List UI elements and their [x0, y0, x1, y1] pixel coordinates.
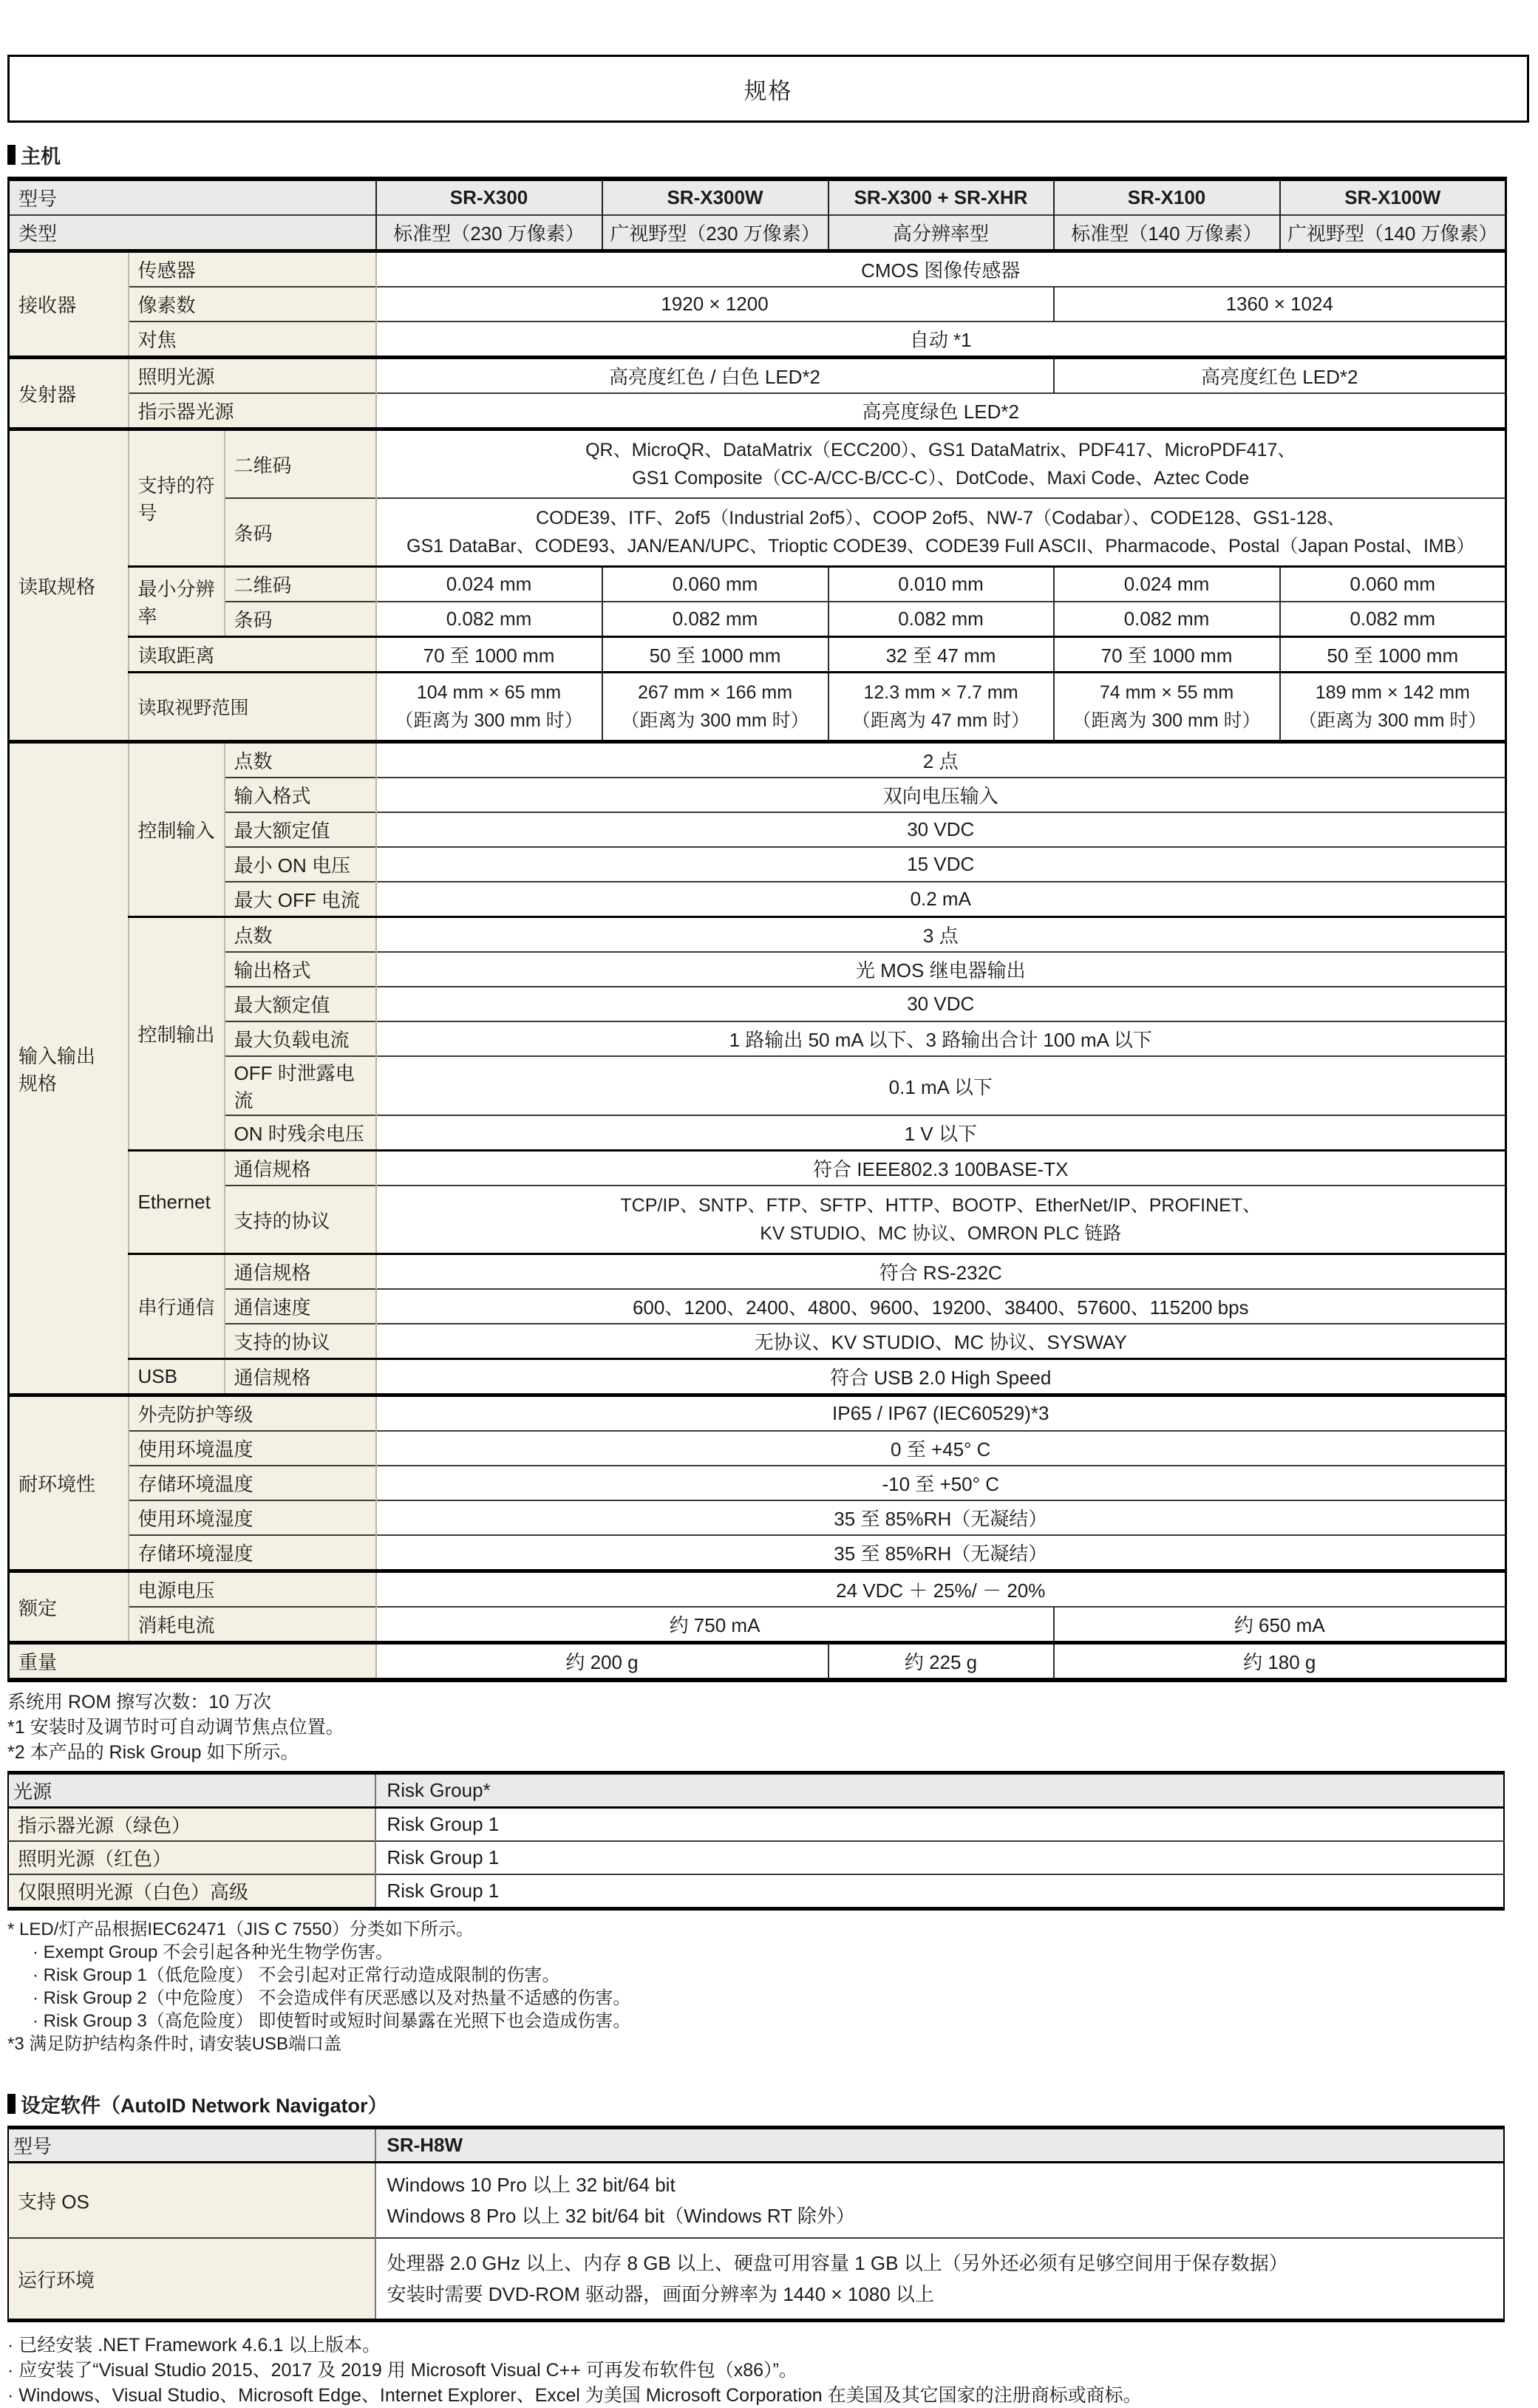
value-cell: [376, 1186, 1506, 1254]
group-label-emitter: 发射器: [9, 358, 129, 429]
table-row-indicator: [9, 393, 1506, 429]
value-cell: 高亮度绿色 LED*2: [376, 393, 1506, 429]
group-label-receiver: 接收器: [9, 251, 129, 358]
risk-row: [8, 1874, 1504, 1909]
value-cell: 50 至 1000 mm: [1280, 637, 1506, 673]
table-row-type: [9, 215, 1506, 251]
row-label: 指示器光源: [129, 393, 376, 429]
value-cell: [1280, 673, 1506, 742]
table-row-ip: [9, 1395, 1506, 1432]
mid-label-usb: USB: [129, 1359, 225, 1395]
led-notes: [7, 1918, 1531, 2055]
value-cell: 高亮度红色 / 白色 LED*2: [376, 358, 1054, 394]
row-label: 像素数: [129, 287, 376, 322]
value-cell: 1 V 以下: [376, 1115, 1506, 1151]
value-cell: 高亮度红色 LED*2: [1054, 358, 1506, 394]
main-spec-table: [7, 177, 1507, 1682]
value-cell: [828, 673, 1054, 742]
value-cell: CMOS 图像传感器: [376, 251, 1506, 288]
value-cell: 0.082 mm: [376, 602, 602, 637]
row-label: 二维码: [225, 429, 376, 499]
table-row-sensor: [9, 251, 1506, 288]
table-row-usb: [9, 1359, 1506, 1395]
risk-source: 仅限照明光源（白色）高级: [8, 1874, 375, 1909]
type-value: 标准型（140 万像素）: [1054, 215, 1280, 251]
row-label: 条码: [225, 498, 376, 567]
value-cell: 符合 IEEE802.3 100BASE-TX: [376, 1151, 1506, 1186]
software-env-label: 运行环境: [8, 2238, 375, 2321]
row-label: 二维码: [225, 567, 376, 602]
row-label: 最大额定值: [225, 812, 376, 847]
software-model-label: 型号: [8, 2128, 375, 2163]
software-os-label: 支持 OS: [8, 2163, 375, 2239]
row-label: 存储环境温度: [129, 1466, 376, 1500]
risk-value: Risk Group 1: [375, 1874, 1504, 1909]
table-row: [9, 952, 1506, 987]
table-row-eth-spec: [9, 1151, 1506, 1186]
section-heading-main-unit: [7, 140, 1531, 169]
row-label: 点数: [225, 742, 376, 778]
note-trademarks: · Windows、Visual Studio、Microsoft Edge、Internet Explorer、Excel 为美国 Microsoft Corporation 在美国及其它国家的注册商标或商标。: [7, 2385, 1142, 2406]
risk-row: [8, 1841, 1504, 1874]
value-line: GS1 Composite（CC-A/CC-B/CC-C）、DotCode、Maxi Code、Aztec Code: [632, 468, 1250, 489]
group-label-io: 输入输出规格: [9, 742, 129, 1395]
table-row: [9, 1466, 1506, 1500]
env-line: 处理器 2.0 GHz 以上、内存 8 GB 以上、硬盘可用容量 1 GB 以上（另外还必须有足够空间用于保存数据）: [387, 2252, 1288, 2274]
row-label: ON 时残余电压: [225, 1115, 376, 1151]
fov-size: 74 mm × 55 mm: [1099, 682, 1234, 703]
value-cell: 3 点: [376, 917, 1506, 953]
risk-value: Risk Group 1: [375, 1808, 1504, 1842]
row-label: 最大 OFF 电流: [225, 882, 376, 917]
type-value: 高分辨率型: [828, 215, 1054, 251]
row-label: 输出格式: [225, 952, 376, 987]
value-cell: 30 VDC: [376, 987, 1506, 1021]
note-asterisk1: *1 安装时及调节时可自动调节焦点位置。: [7, 1717, 344, 1738]
value-line: QR、MicroQR、DataMatrix（ECC200）、GS1 DataMatrix、PDF417、MicroPDF417、: [585, 440, 1296, 460]
value-cell: [376, 673, 602, 742]
model-name: SR-X100W: [1280, 179, 1506, 215]
mid-label-minres: 最小分辨率: [129, 567, 225, 637]
row-label: 通信规格: [225, 1254, 376, 1290]
value-cell: 光 MOS 继电器输出: [376, 952, 1506, 987]
row-label: OFF 时泄露电流: [225, 1056, 376, 1115]
table-row-current: [9, 1607, 1506, 1643]
table-row: [9, 1431, 1506, 1466]
value-cell: 1360 × 1024: [1054, 287, 1506, 322]
value-cell: 0.1 mA 以下: [376, 1056, 1506, 1115]
row-label: 电源电压: [129, 1571, 376, 1608]
table-row-eth-protocols: [9, 1186, 1506, 1254]
type-value: 标准型（230 万像素）: [376, 215, 602, 251]
note-exempt-group: · Exempt Group 不会引起各种光生物学伤害。: [33, 1942, 394, 1962]
fov-condition: （距离为 300 mm 时）: [395, 710, 583, 731]
value-line: CODE39、ITF、2of5（Industrial 2of5）、COOP 2of5、NW-7（Codabar）、CODE128、GS1-128、: [536, 508, 1346, 528]
value-cell: 70 至 1000 mm: [376, 637, 602, 673]
note-risk-group-2: · Risk Group 2（中危险度） 不会造成伴有厌恶感以及对热量不适感的伤害。: [33, 1988, 631, 2008]
model-name: SR-X300: [376, 179, 602, 215]
table-row: [9, 778, 1506, 812]
table-row: [9, 812, 1506, 847]
value-cell: -10 至 +50° C: [376, 1466, 1506, 1500]
value-cell: 0.060 mm: [602, 567, 828, 602]
table-row-minres-2d: [9, 567, 1506, 602]
row-label: 对焦: [129, 322, 376, 358]
risk-header-source: 光源: [8, 1773, 375, 1808]
fov-size: 189 mm × 142 mm: [1315, 682, 1470, 703]
note-dotnet: · 已经安装 .NET Framework 4.6.1 以上版本。: [7, 2335, 381, 2356]
row-label: 使用环境温度: [129, 1431, 376, 1466]
value-cell: 1 路输出 50 mA 以下、3 路输出合计 100 mA 以下: [376, 1021, 1506, 1056]
value-cell: 30 VDC: [376, 812, 1506, 847]
note-asterisk3: *3 满足防护结构条件时, 请安装USB端口盖: [7, 2034, 342, 2054]
os-line: Windows 8 Pro 以上 32 bit/64 bit（Windows RT 除外）: [387, 2205, 855, 2227]
group-label-reading: 读取规格: [9, 429, 129, 742]
page-title: 规格: [744, 78, 793, 104]
table-row: [9, 1500, 1506, 1535]
value-cell: 自动 *1: [376, 322, 1506, 358]
note-risk-group-3: · Risk Group 3（高危险度） 即使暂时或短时间暴露在光照下也会造成伤害。: [33, 2011, 631, 2031]
row-label: 通信规格: [225, 1359, 376, 1395]
row-label: 支持的协议: [225, 1186, 376, 1254]
risk-value: Risk Group 1: [375, 1841, 1504, 1874]
table-row: [9, 1115, 1506, 1151]
table-row-serial-spec: [9, 1254, 1506, 1290]
table-row-voltage: [9, 1571, 1506, 1608]
value-cell: 0 至 +45° C: [376, 1431, 1506, 1466]
value-line: GS1 DataBar、CODE93、JAN/EAN/UPC、Trioptic CODE39、CODE39 Full ASCII、Pharmacode、Postal（Japan Postal、IMB）: [406, 536, 1475, 557]
value-cell: 600、1200、2400、4800、9600、19200、38400、57600、115200 bps: [376, 1289, 1506, 1324]
value-cell: [376, 429, 1506, 499]
software-notes: [7, 2333, 1531, 2408]
value-cell: 24 VDC ＋ 25%/ － 20%: [376, 1571, 1506, 1608]
table-row-focus: [9, 322, 1506, 358]
mid-label-symbols: 支持的符号: [129, 429, 225, 567]
row-label: 最小 ON 电压: [225, 847, 376, 882]
mid-label-control-output: 控制输出: [129, 917, 225, 1151]
value-cell: 35 至 85%RH（无凝结）: [376, 1500, 1506, 1535]
note-risk-group-1: · Risk Group 1（低危险度） 不会引起对正常行动造成限制的伤害。: [33, 1965, 560, 1985]
row-label: 存储环境湿度: [129, 1535, 376, 1571]
table-row-minres-bar: [9, 602, 1506, 637]
model-name: SR-X300 + SR-XHR: [828, 179, 1054, 215]
risk-group-table: [7, 1771, 1505, 1911]
main-table-notes: [7, 1690, 1531, 1765]
table-row: [9, 1289, 1506, 1324]
value-cell: [376, 498, 1506, 567]
type-row-label: 类型: [9, 215, 376, 251]
table-row-model: [9, 179, 1506, 215]
risk-header-row: [8, 1773, 1504, 1808]
row-label: 消耗电流: [129, 1607, 376, 1643]
note-rom: 系统用 ROM 擦写次数：10 万次: [7, 1692, 271, 1713]
mid-label-ethernet: Ethernet: [129, 1151, 225, 1254]
software-os-row: [8, 2163, 1504, 2239]
row-label: 使用环境湿度: [129, 1500, 376, 1535]
type-value: 广视野型（230 万像素）: [602, 215, 828, 251]
value-line: TCP/IP、SNTP、FTP、SFTP、HTTP、BOOTP、EtherNet/IP、PROFINET、: [620, 1195, 1262, 1216]
value-cell: 35 至 85%RH（无凝结）: [376, 1535, 1506, 1571]
env-line: 安装时需要 DVD-ROM 驱动器，画面分辨率为 1440 × 1080 以上: [387, 2283, 934, 2305]
row-label: 外壳防护等级: [129, 1395, 376, 1432]
group-label-rating: 额定: [9, 1571, 129, 1643]
row-label: 点数: [225, 917, 376, 953]
table-row-symbols-bar: [9, 498, 1506, 567]
table-row: [9, 882, 1506, 917]
table-row: [9, 1021, 1506, 1056]
value-cell: 0.2 mA: [376, 882, 1506, 917]
table-row: [9, 847, 1506, 882]
row-label: 通信规格: [225, 1151, 376, 1186]
table-row-fov: [9, 673, 1506, 742]
value-cell: [1054, 673, 1280, 742]
row-label: 支持的协议: [225, 1324, 376, 1359]
table-row-pixels: [9, 287, 1506, 322]
section-marker-icon: [7, 2094, 16, 2114]
value-cell: 符合 USB 2.0 High Speed: [376, 1359, 1506, 1395]
software-env-row: [8, 2238, 1504, 2321]
row-label-weight: 重量: [9, 1643, 376, 1681]
value-cell: 32 至 47 mm: [828, 637, 1054, 673]
mid-label-serial: 串行通信: [129, 1254, 225, 1359]
software-env-value: [375, 2238, 1504, 2321]
value-cell: 约 200 g: [376, 1643, 828, 1681]
value-line: KV STUDIO、MC 协议、OMRON PLC 链路: [760, 1223, 1122, 1244]
value-cell: 70 至 1000 mm: [1054, 637, 1280, 673]
value-cell: 0.082 mm: [828, 602, 1054, 637]
note-asterisk2: *2 本产品的 Risk Group 如下所示。: [7, 1742, 299, 1763]
section-heading-software: [7, 2089, 1531, 2118]
row-label: 最大额定值: [225, 987, 376, 1021]
value-cell: 无协议、KV STUDIO、MC 协议、SYSWAY: [376, 1324, 1506, 1359]
fov-size: 104 mm × 65 mm: [416, 682, 562, 703]
table-row-cin-points: [9, 742, 1506, 778]
table-row-weight: [9, 1643, 1506, 1681]
note-visual-cpp: · 应安装了“Visual Studio 2015、2017 及 2019 用 Microsoft Visual C++ 可再发布软件包（x86）”。: [7, 2360, 797, 2381]
value-cell: 1920 × 1200: [376, 287, 1054, 322]
row-label: 照明光源: [129, 358, 376, 394]
row-label: 条码: [225, 602, 376, 637]
table-row: [9, 987, 1506, 1021]
value-cell: 0.060 mm: [1280, 567, 1506, 602]
note-led-standard: * LED/灯产品根据IEC62471（JIS C 7550）分类如下所示。: [7, 1919, 474, 1939]
value-cell: 50 至 1000 mm: [602, 637, 828, 673]
group-label-environment: 耐环境性: [9, 1395, 129, 1571]
mid-label-control-input: 控制输入: [129, 742, 225, 917]
type-value: 广视野型（140 万像素）: [1280, 215, 1506, 251]
software-model-row: [8, 2128, 1504, 2163]
value-cell: [602, 673, 828, 742]
row-label: 最大负载电流: [225, 1021, 376, 1056]
value-cell: 0.024 mm: [1054, 567, 1280, 602]
risk-row: [8, 1808, 1504, 1842]
value-cell: 15 VDC: [376, 847, 1506, 882]
value-cell: 约 180 g: [1054, 1643, 1506, 1681]
value-cell: 约 650 mA: [1054, 1607, 1506, 1643]
table-row-distance: [9, 637, 1506, 673]
section-marker-icon: [7, 145, 16, 165]
fov-condition: （距离为 300 mm 时）: [621, 710, 809, 731]
fov-condition: （距离为 47 mm 时）: [851, 710, 1030, 731]
software-table: [7, 2126, 1505, 2322]
fov-size: 12.3 mm × 7.7 mm: [863, 682, 1018, 703]
software-os-value: [375, 2163, 1504, 2239]
spec-sheet: [0, 55, 1538, 2408]
table-row: [9, 1056, 1506, 1115]
value-cell: 0.024 mm: [376, 567, 602, 602]
value-cell: 符合 RS-232C: [376, 1254, 1506, 1290]
fov-condition: （距离为 300 mm 时）: [1072, 710, 1261, 731]
row-label: 传感器: [129, 251, 376, 288]
table-row: [9, 1535, 1506, 1571]
row-label: 读取距离: [129, 637, 376, 673]
page-title-box: [7, 55, 1529, 123]
value-cell: 0.082 mm: [1280, 602, 1506, 637]
row-label: 输入格式: [225, 778, 376, 812]
table-row: [9, 1324, 1506, 1359]
row-label: 读取视野范围: [129, 673, 376, 742]
section-heading-label: 设定软件（AutoID Network Navigator）: [21, 2095, 388, 2117]
value-cell: 0.082 mm: [1054, 602, 1280, 637]
table-row-symbols-2d: [9, 429, 1506, 499]
model-name: SR-X300W: [602, 179, 828, 215]
value-cell: IP65 / IP67 (IEC60529)*3: [376, 1395, 1506, 1432]
row-label: 通信速度: [225, 1289, 376, 1324]
fov-size: 267 mm × 166 mm: [637, 682, 793, 703]
value-cell: 约 225 g: [828, 1643, 1054, 1681]
value-cell: 0.082 mm: [602, 602, 828, 637]
model-row-label: 型号: [9, 179, 376, 215]
value-cell: 双向电压输入: [376, 778, 1506, 812]
software-model-value: SR-H8W: [375, 2128, 1504, 2163]
fov-condition: （距离为 300 mm 时）: [1299, 710, 1487, 731]
value-cell: 2 点: [376, 742, 1506, 778]
risk-source: 照明光源（红色）: [8, 1841, 375, 1874]
os-line: Windows 10 Pro 以上 32 bit/64 bit: [387, 2174, 676, 2196]
table-row-cout-points: [9, 917, 1506, 953]
section-heading-label: 主机: [21, 146, 61, 168]
risk-header-group: Risk Group*: [375, 1773, 1504, 1808]
table-row-illumination: [9, 358, 1506, 394]
value-cell: 0.010 mm: [828, 567, 1054, 602]
risk-source: 指示器光源（绿色）: [8, 1808, 375, 1842]
value-cell: 约 750 mA: [376, 1607, 1054, 1643]
model-name: SR-X100: [1054, 179, 1280, 215]
